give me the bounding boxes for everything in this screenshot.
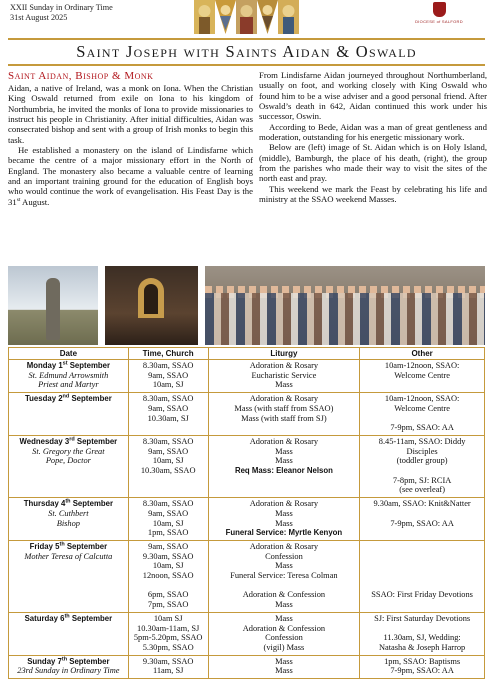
diocese-crest-icon <box>433 2 446 17</box>
saint-icon-4 <box>257 0 278 34</box>
col-header-date: Date <box>9 348 129 360</box>
saint-icon-1 <box>194 0 215 34</box>
other-entry: 10am-12noon, SSAO: <box>384 361 460 370</box>
time-entry: 8.30am, SSAO <box>142 394 194 404</box>
liturgy-entry: Confession <box>265 551 303 561</box>
cell-date <box>9 435 129 497</box>
time-entry <box>131 581 206 591</box>
other-entry <box>362 509 482 519</box>
liturgical-week: XXII Sunday in Ordinary Time <box>10 3 113 12</box>
article-paragraph: Below are (left) image of St. Aidan which is on Holy Island, (middle), Bamburgh, the place of his death, (right), the group from the parishes who made their way to visit the sites of the north east and pray. <box>259 142 487 184</box>
cell-time <box>128 360 208 393</box>
time-entry: 9.30am, SSAO <box>142 551 194 561</box>
time-entry: 9am, SSAO <box>148 508 189 518</box>
time-entry: 9am, SSAO <box>148 541 189 551</box>
article-paragraph: According to Bede, Aidan was a man of great gentleness and moderation, outstanding for his energetic missionary work. <box>259 121 487 143</box>
other-entry <box>362 581 482 591</box>
liturgy-entry: Mass <box>275 656 293 666</box>
liturgy-entry: Mass <box>275 561 293 571</box>
time-entry: 10am SJ <box>153 613 183 623</box>
parish-title-bar <box>8 38 485 66</box>
cell-liturgy <box>208 540 360 612</box>
other-entry: 7-9pm, SSAO: AA <box>390 666 454 676</box>
photo-bamburgh-shrine <box>105 266 198 345</box>
feast-label: Priest and Martyr <box>38 380 99 390</box>
table-row <box>9 435 485 497</box>
other-entry <box>362 571 482 581</box>
other-entry: 11.30am, SJ, Wedding: <box>383 633 461 643</box>
header-dates <box>10 3 113 23</box>
parish-title: Saint Joseph with Saints Aidan & Oswald <box>76 42 417 61</box>
time-entry: 10am, SJ <box>152 518 184 528</box>
cell-liturgy <box>208 612 360 655</box>
cell-time <box>128 393 208 436</box>
other-entry: (see overleaf) <box>399 485 445 495</box>
statue-figure <box>46 278 60 340</box>
cell-other <box>360 498 485 541</box>
article-heading: Saint Aidan, Bishop & Monk <box>8 70 154 82</box>
liturgy-entry: Adoration & Rosary <box>249 361 319 370</box>
time-entry: 10.30am, SJ <box>147 413 189 423</box>
cell-other <box>360 393 485 436</box>
day-label: Tuesday 2nd September <box>24 393 112 404</box>
cell-date <box>9 612 129 655</box>
saint-icon-3 <box>236 0 257 34</box>
cell-liturgy <box>208 498 360 541</box>
liturgy-entry <box>211 581 358 591</box>
cell-date <box>9 393 129 436</box>
time-entry: 8.30am, SSAO <box>142 499 194 509</box>
time-entry: 8.30am, SSAO <box>142 436 194 446</box>
liturgy-entry: (vigil) Mass <box>263 642 305 652</box>
time-entry: 10.30am, SSAO <box>140 466 196 476</box>
saint-icon-2 <box>215 0 236 34</box>
day-label: Thursday 4th September <box>23 498 114 509</box>
liturgy-entry: Mass <box>275 666 293 676</box>
article-paragraph: He established a monastery on the island of Lindisfarne which became the centre of a major missionary effort in the North of England. The monastery also became a valuable centre of learning and an important training ground for the education of English boys who would continue the work of evangelisation. His Feast Day is the 31st August. <box>8 145 253 207</box>
table-row <box>9 612 485 655</box>
cell-other <box>360 360 485 393</box>
feast-label: Bishop <box>56 518 80 528</box>
cell-other <box>360 540 485 612</box>
liturgy-entry: Mass <box>275 600 293 610</box>
time-entry: 11am, SJ <box>152 666 184 676</box>
table-header-row <box>9 348 485 360</box>
feast-label: St. Gregory the Great <box>32 446 105 456</box>
liturgy-entry: Confession <box>265 633 303 643</box>
article-paragraph: Aidan, a native of Ireland, was a monk on Iona. When the Christian King Oswald returned from exile on Iona to his kingdom of Northumbria, he invited the monks of Iona to provide missionaries to instruct his people in Christianity. After initial difficulties, Aidan was consecrated bishop and sent with a group of Irish monks to begin this task. <box>8 83 253 145</box>
table-row <box>9 393 485 436</box>
bulletin-date: 31st August 2025 <box>10 13 68 22</box>
col-header-liturgy: Liturgy <box>208 348 360 360</box>
other-entry: Natasha & Joseph Harrop <box>378 642 466 652</box>
cell-liturgy <box>208 360 360 393</box>
liturgy-entry: Mass <box>275 380 293 390</box>
feast-label: Pope, Doctor <box>45 456 91 466</box>
other-entry: 7-9pm, SSAO: AA <box>390 423 454 433</box>
feast-label: Mother Teresa of Calcutta <box>24 551 113 561</box>
day-label: Sunday 7th September <box>27 656 110 666</box>
liturgy-entry: Mass (with staff from SSAO) <box>234 403 334 413</box>
liturgy-entry: Adoration & Rosary <box>249 436 319 446</box>
table-row <box>9 540 485 612</box>
liturgy-entry: Mass <box>275 446 293 456</box>
other-entry <box>362 466 482 476</box>
photo-parish-group <box>205 266 485 345</box>
liturgy-entry: Mass <box>275 456 293 466</box>
liturgy-entry: Adoration & Confession <box>242 623 326 633</box>
cell-date <box>9 540 129 612</box>
table-row <box>9 655 485 678</box>
cell-other <box>360 612 485 655</box>
saints-icons <box>194 0 300 34</box>
cell-time <box>128 498 208 541</box>
day-label: Saturday 6th September <box>24 613 113 623</box>
col-header-time: Time, Church <box>128 348 208 360</box>
liturgy-entry: Req Mass: Eleanor Nelson <box>234 466 333 476</box>
liturgy-entry: Adoration & Rosary <box>249 394 319 404</box>
other-entry: 7-8pm, SJ: RCIA <box>392 475 452 485</box>
other-entry: SJ: First Saturday Devotions <box>374 613 471 623</box>
col-header-other: Other <box>360 348 485 360</box>
saint-icon-5 <box>278 0 299 34</box>
time-entry: 12noon, SSAO <box>142 571 194 581</box>
shrine-arch-inner <box>144 284 158 314</box>
other-entry: 1pm, SSAO: Baptisms <box>384 656 461 666</box>
time-entry: 5.30pm, SSAO <box>142 642 194 652</box>
time-entry: 10am, SJ <box>152 380 184 390</box>
liturgy-entry: Funeral Service: Myrtle Kenyon <box>225 528 343 538</box>
cell-liturgy <box>208 655 360 678</box>
feast-label: St. Edmund Arrowsmith <box>28 370 109 380</box>
liturgy-entry: Eucharistic Service <box>251 370 317 380</box>
diocese-logo <box>412 2 466 34</box>
other-entry <box>362 552 482 562</box>
photo-st-aidan-statue <box>8 266 98 345</box>
page-header <box>0 0 493 34</box>
liturgy-entry: Adoration & Rosary <box>249 541 319 551</box>
other-entry: Welcome Centre <box>394 370 451 380</box>
cell-time <box>128 655 208 678</box>
cell-time <box>128 540 208 612</box>
liturgy-entry: Adoration & Confession <box>242 590 326 600</box>
time-entry: 10am, SJ <box>152 561 184 571</box>
group-crowd <box>205 293 485 345</box>
other-entry: 10am-12noon, SSAO: <box>384 394 460 404</box>
other-entry <box>362 414 482 424</box>
liturgy-entry: Mass <box>275 518 293 528</box>
cell-liturgy <box>208 435 360 497</box>
article-right-column <box>259 70 487 204</box>
time-entry: 9.30am, SSAO <box>142 656 194 666</box>
table-row <box>9 498 485 541</box>
cell-date <box>9 360 129 393</box>
cell-date <box>9 498 129 541</box>
time-entry: 8.30am, SSAO <box>142 361 194 370</box>
photo-strip <box>8 266 485 345</box>
time-entry: 10.30am-11am, SJ <box>137 623 200 633</box>
other-entry: (toddler group) <box>396 456 448 466</box>
feast-label: St. Cuthbert <box>48 508 89 518</box>
cell-time <box>128 612 208 655</box>
weekly-schedule-table <box>8 347 485 679</box>
time-entry: 9am, SSAO <box>148 370 189 380</box>
article-paragraph: From Lindisfarne Aidan journeyed throughout Northumberland, usually on foot, and working closely with King Oswald who found him to be a wise adviser and a good personal friend. After Oswald’s death in 642, Aidan continued this work under his successor, Oswin. <box>259 70 487 122</box>
time-entry: 7pm, SSAO <box>147 600 189 610</box>
other-entry: 7-9pm, SSAO: AA <box>390 518 454 528</box>
time-entry: 1pm, SSAO <box>147 528 189 538</box>
other-entry <box>362 624 482 634</box>
other-entry: Welcome Centre <box>394 403 451 413</box>
time-entry: 9am, SSAO <box>148 403 189 413</box>
time-entry: 10am, SJ <box>152 456 184 466</box>
liturgy-entry: Mass (with staff from SJ) <box>241 413 327 423</box>
table-row <box>9 360 485 393</box>
day-label: Friday 5th September <box>29 541 108 551</box>
cell-time <box>128 435 208 497</box>
other-entry <box>362 542 482 552</box>
feast-label: 23rd Sunday in Ordinary Time <box>17 666 120 676</box>
liturgy-entry: Mass <box>275 508 293 518</box>
cell-other <box>360 435 485 497</box>
liturgy-entry: Adoration & Rosary <box>249 499 319 509</box>
day-label: Wednesday 3rd September <box>19 436 118 446</box>
time-entry: 9am, SSAO <box>148 446 189 456</box>
other-entry: 9.30am, SSAO: Knit&Natter <box>373 499 471 509</box>
liturgy-entry: Mass <box>275 613 293 623</box>
article-left-column <box>8 70 253 207</box>
cell-date <box>9 655 129 678</box>
time-entry: 5pm-5.20pm, SSAO <box>133 633 203 643</box>
day-label: Monday 1st September <box>26 360 111 370</box>
other-entry <box>362 561 482 571</box>
liturgy-entry: Funeral Service: Teresa Colman <box>230 571 338 581</box>
cell-other <box>360 655 485 678</box>
cell-liturgy <box>208 393 360 436</box>
other-entry: 8.45-11am, SSAO: Diddy Disciples <box>378 436 466 456</box>
other-entry: SSAO: First Friday Devotions <box>371 590 473 600</box>
diocese-name: DIOCESE of SALFORD <box>415 19 463 24</box>
article-paragraph: This weekend we mark the Feast by celebrating his life and ministry at the SSAO weekend Masses. <box>259 183 487 205</box>
time-entry: 6pm, SSAO <box>147 590 189 600</box>
